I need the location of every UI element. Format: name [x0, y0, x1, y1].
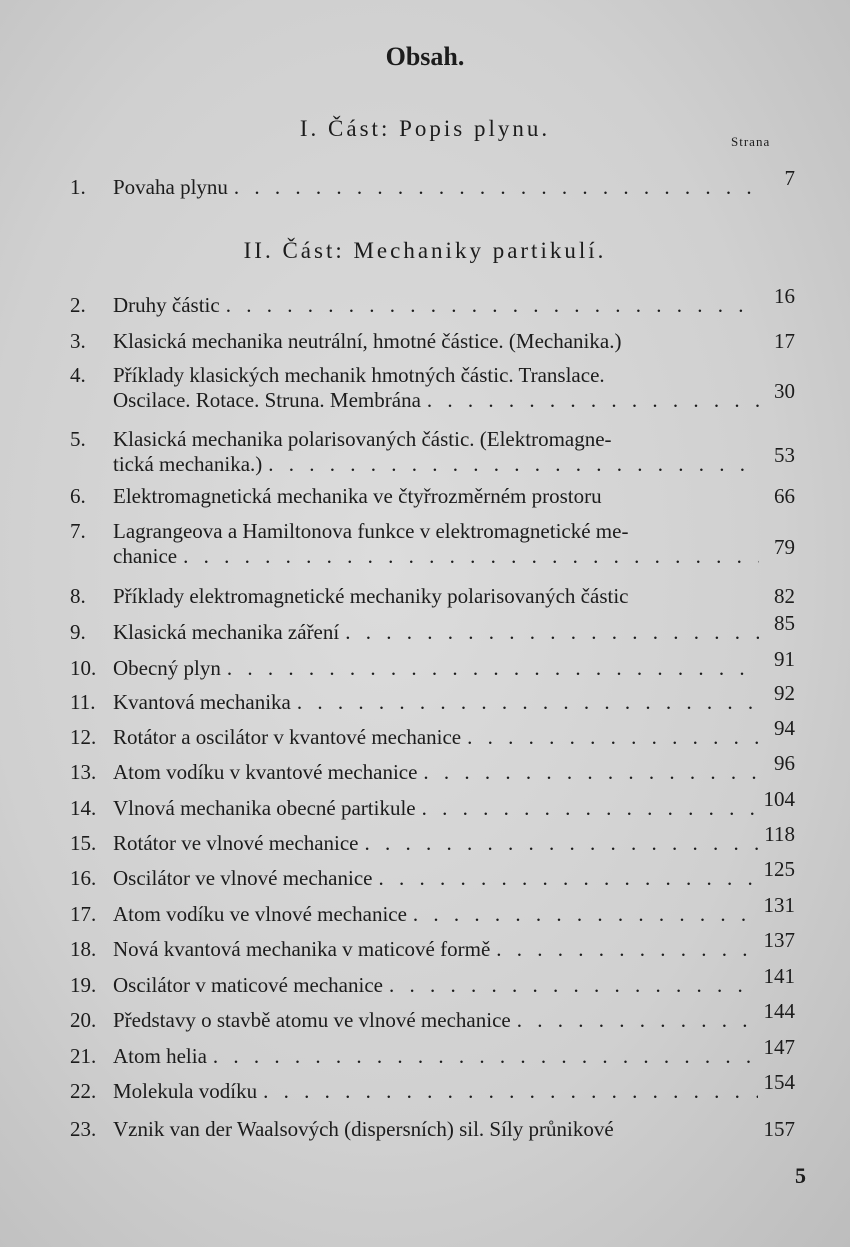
entry-number: 11.	[70, 690, 96, 714]
entry-page: 118	[764, 822, 795, 846]
toc-entry-2	[70, 284, 795, 318]
page-title: Obsah.	[385, 42, 465, 71]
entry-page: 137	[763, 928, 795, 952]
part-1-heading: I. Část: Popis plynu.	[299, 116, 551, 141]
toc-entry-6	[70, 484, 795, 509]
entry-title: Molekula vodíku	[113, 1079, 258, 1103]
entry-title: Atom vodíku ve vlnové mechanice	[113, 902, 407, 926]
toc-entry-8	[70, 584, 795, 609]
entry-title: Příklady elektromagnetické mechaniky polarisovaných částic	[113, 584, 629, 608]
entry-title-continued: Oscilace. Rotace. Struna. Membrána	[113, 388, 421, 412]
entry-number: 10.	[70, 656, 97, 680]
entry-number: 12.	[70, 725, 97, 749]
toc-entry-16	[70, 857, 795, 891]
entry-number: 13.	[70, 760, 97, 784]
entry-title-continued: chanice	[113, 544, 178, 568]
toc-entry-22	[70, 1070, 795, 1104]
entry-title: Klasická mechanika polarisovaných částic. (Elektromagne-	[113, 427, 612, 451]
entry-title: Klasická mechanika záření	[113, 620, 340, 644]
entry-page: 144	[763, 999, 795, 1023]
entry-page: 147	[763, 1035, 795, 1059]
entry-number: 2.	[70, 293, 86, 317]
entry-page: 79	[774, 535, 795, 559]
page-number: 5	[795, 1163, 806, 1188]
entry-title: Nová kvantová mechanika v maticové formě	[113, 937, 491, 961]
entry-number: 6.	[70, 484, 86, 508]
toc-entry-13	[70, 751, 795, 785]
entry-number: 1.	[70, 175, 86, 199]
toc-entry-18	[70, 928, 795, 962]
entry-title: Vlnová mechanika obecné partikule	[113, 796, 416, 820]
toc-entry-10	[70, 647, 795, 681]
entry-title: Kvantová mechanika	[113, 690, 291, 714]
entry-title: Rotátor a oscilátor v kvantové mechanice	[113, 725, 462, 749]
toc-entry-11	[70, 681, 795, 715]
toc-entry-23	[70, 1117, 795, 1142]
entry-page: 141	[763, 964, 795, 988]
entry-title: Elektromagnetická mechanika ve čtyřrozměrném prostoru	[113, 484, 602, 508]
entry-number: 20.	[70, 1008, 97, 1032]
entry-number: 17.	[70, 902, 97, 926]
toc-entry-1	[70, 166, 795, 200]
entry-number: 14.	[70, 796, 97, 820]
toc-entry-12	[70, 716, 795, 750]
entry-title: Oscilátor v maticové mechanice	[113, 973, 383, 997]
entry-page: 16	[774, 284, 795, 308]
entry-title: Atom vodíku v kvantové mechanice	[113, 760, 418, 784]
entry-page: 125	[763, 857, 795, 881]
entry-number: 21.	[70, 1044, 97, 1068]
page-column-label: Strana	[731, 134, 771, 149]
toc-entry-3	[70, 329, 795, 354]
entry-page: 154	[763, 1070, 795, 1094]
entry-title: Povaha plynu	[113, 175, 228, 199]
toc-entry-17	[70, 893, 795, 927]
entry-number: 19.	[70, 973, 97, 997]
entry-title: Rotátor ve vlnové mechanice	[113, 831, 359, 855]
entry-page: 131	[763, 893, 795, 917]
entry-title: Vznik van der Waalsových (dispersních) sil. Síly průnikové	[113, 1117, 614, 1141]
entry-page: 104	[763, 787, 795, 811]
entry-number: 5.	[70, 427, 86, 451]
toc-entry-14	[70, 787, 795, 821]
entry-page: 85	[774, 611, 795, 635]
toc-entry-7	[70, 519, 795, 569]
entry-number: 7.	[70, 519, 86, 543]
entry-title-continued: tická mechanika.)	[113, 452, 263, 476]
entry-title: Druhy částic	[113, 293, 220, 317]
toc-entry-15	[70, 822, 795, 856]
entry-number: 3.	[70, 329, 86, 353]
entry-page: 7	[784, 166, 795, 190]
entry-page: 96	[774, 751, 795, 775]
entry-page: 17	[774, 329, 795, 353]
entry-number: 18.	[70, 937, 97, 961]
entry-title: Příklady klasických mechanik hmotných částic. Translace.	[113, 363, 605, 387]
entry-number: 4.	[70, 363, 86, 387]
entry-page: 66	[774, 484, 795, 508]
toc-entry-20	[70, 999, 795, 1033]
toc-entry-5	[70, 427, 795, 477]
entry-number: 16.	[70, 866, 97, 890]
entry-title: Představy o stavbě atomu ve vlnové mechanice	[113, 1008, 511, 1032]
entry-page: 157	[763, 1117, 795, 1141]
entry-page: 92	[774, 681, 795, 705]
entry-title: Oscilátor ve vlnové mechanice	[113, 866, 373, 890]
entry-title: Klasická mechanika neutrální, hmotné částice. (Mechanika.)	[113, 329, 622, 353]
toc-entry-21	[70, 1035, 795, 1069]
entry-number: 22.	[70, 1079, 97, 1103]
toc-entry-4	[70, 363, 795, 413]
entry-title: Obecný plyn	[113, 656, 221, 680]
entry-title: Lagrangeova a Hamiltonova funkce v elektromagnetické me-	[113, 519, 629, 543]
entry-page: 94	[774, 716, 795, 740]
toc-entry-9	[70, 611, 795, 645]
entry-number: 23.	[70, 1117, 97, 1141]
part-2-heading: II. Část: Mechaniky partikulí.	[243, 238, 607, 263]
toc-entry-19	[70, 964, 795, 998]
entry-number: 8.	[70, 584, 86, 608]
entry-page: 91	[774, 647, 795, 671]
entry-page: 53	[774, 443, 795, 467]
entry-number: 9.	[70, 620, 86, 644]
entry-page: 82	[774, 584, 795, 608]
entry-number: 15.	[70, 831, 97, 855]
entry-title: Atom helia	[113, 1044, 207, 1068]
entry-page: 30	[774, 379, 795, 403]
